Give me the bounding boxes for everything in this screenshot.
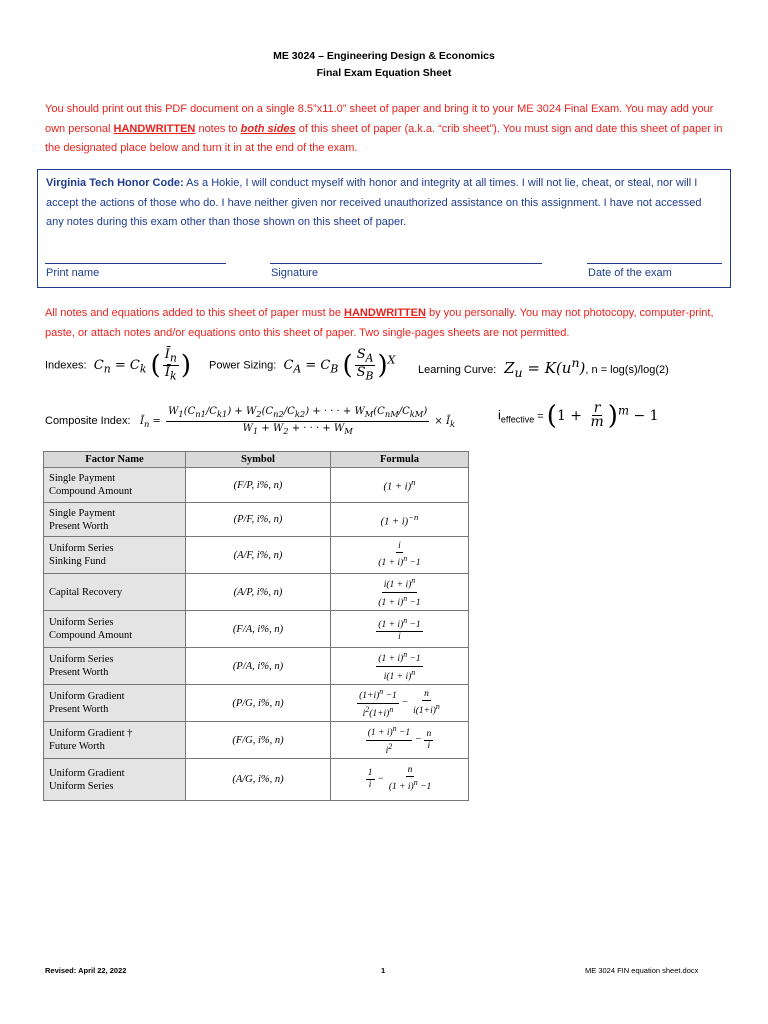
footer-filename: ME 3024 FIN equation sheet.docx — [585, 966, 699, 975]
page-subtitle: Final Exam Equation Sheet — [316, 67, 452, 79]
signature-label: Signature — [271, 267, 319, 279]
intro-instructions: You should print out this PDF document on a single 8.5”x11.0” sheet of paper and bring it to your ME 3024 Final Exam. You may add your own personal HANDWRITTEN notes to both sides of this sheet of paper (a.k.a. “crib sheet”). You must sign and date this sheet of paper in the designated place below and turn it in at the end of the exam. — [45, 103, 723, 154]
header-formula: Formula — [331, 452, 469, 468]
learning-curve-equation: Learning Curve: $Z_u = K(u^n)$, n = log(s)/log(2) — [418, 355, 669, 380]
honor-code-text: Virginia Tech Honor Code: As a Hokie, I will conduct myself with honor and integrity at all times. I will not lie, cheat, or steal, nor will I accept the actions of those who do. I have neither given nor received unauthorized assistance on this assignment. I have not accessed any notes during this exam other than those shown on this sheet of paper. — [46, 177, 702, 228]
print-name-line — [45, 263, 226, 264]
formula-cell: $\frac{(1 + i)^n -1}{i^2}$ − $\frac{n}{i}$ — [331, 722, 469, 759]
signature-line — [270, 263, 542, 264]
formula-cell: $\frac{(1 + i)^n -1}{i}$ — [331, 611, 469, 648]
table-header-row — [44, 452, 469, 468]
formula-cell: $(1 + i)^n$ — [331, 468, 469, 503]
formula-cell: $\frac{(1+i)^n -1}{i^2(1+i)^n}$ − $\frac{n}{i(1+i)^n}$ — [331, 685, 469, 722]
table-row: Uniform Gradient Uniform Series (A/G, i%, n) $\frac{1}{i}$ − $\frac{n}{(1 + i)^n -1}$ — [44, 759, 469, 801]
table-row: Single Payment Compound Amount (F/P, i%, n) $(1 + i)^n$ — [44, 468, 469, 503]
formula-cell: $\frac{i}{(1 + i)^n -1}$ — [331, 537, 469, 574]
table-row: Uniform Series Present Worth (P/A, i%, n) $\frac{(1 + i)^n -1}{i(1 + i)^n}$ — [44, 648, 469, 685]
footer-page-number: 1 — [381, 966, 386, 975]
table-row: Capital Recovery (A/P, i%, n) $\frac{i(1 + i)^n}{(1 + i)^n -1}$ — [44, 574, 469, 611]
header-factor-name: Factor Name — [44, 452, 186, 468]
footer-revised: Revised: April 22, 2022 — [45, 966, 127, 975]
table-row: Uniform Series Compound Amount (F/A, i%, n) $\frac{(1 + i)^n -1}{i}$ — [44, 611, 469, 648]
date-label: Date of the exam — [588, 267, 672, 279]
indexes-equation: Indexes: $C_n = C_k$ ( $\frac{Ī_n}{Ī_k}$ ) — [45, 347, 191, 383]
formula-cell: $(1 + i)^{-n}$ — [331, 503, 469, 537]
power-sizing-equation: Power Sizing: $C_A = C_B$ ( $\frac{S_A}{S_B}$ )$^X$ — [209, 347, 396, 383]
interest-factors-table — [43, 451, 469, 801]
page-title: ME 3024 – Engineering Design & Economics — [273, 50, 495, 62]
header-symbol: Symbol — [186, 452, 331, 468]
formula-cell: $\frac{1}{i}$ − $\frac{n}{(1 + i)^n -1}$ — [331, 759, 469, 801]
handwritten-notice: All notes and equations added to this sheet of paper must be HANDWRITTEN by you personally. You may not photocopy, computer-print, paste, or attach notes and/or equations onto this sheet of paper. Two single-pages sheets are not permitted. — [45, 307, 714, 339]
date-line — [587, 263, 722, 264]
print-name-label: Print name — [46, 267, 100, 279]
effective-interest-equation: $i_{effective} = (1$ + $\frac{r}{m}$ )$^m$ − 1 — [498, 400, 659, 431]
table-row: Uniform Gradient Present Worth (P/G, i%, n) $\frac{(1+i)^n -1}{i^2(1+i)^n}$ − $\frac{n}{i(1+i)^n}$ — [44, 685, 469, 722]
composite-index-equation: Composite Index: $Ī_n$ = $\frac{W_1(C_{n1}/C_{k1}) + W_2(C_{n2}/C_{k2}) + \cdot \cdot \cdot + W_M(C_{nM}/C_{kM})}{W_1 + W_2 + \cdot \cdot \cdot + W_M}$ × $Ī_k$ — [45, 406, 455, 436]
table-row: Uniform Series Sinking Fund (A/F, i%, n) $\frac{i}{(1 + i)^n -1}$ — [44, 537, 469, 574]
table-row: Single Payment Present Worth (P/F, i%, n) $(1 + i)^{-n}$ — [44, 503, 469, 537]
formula-cell: $\frac{(1 + i)^n -1}{i(1 + i)^n}$ — [331, 648, 469, 685]
table-row: Uniform Gradient † Future Worth (F/G, i%, n) $\frac{(1 + i)^n -1}{i^2}$ − $\frac{n}{i}$ — [44, 722, 469, 759]
honor-code-box — [37, 169, 731, 288]
formula-cell: $\frac{i(1 + i)^n}{(1 + i)^n -1}$ — [331, 574, 469, 611]
